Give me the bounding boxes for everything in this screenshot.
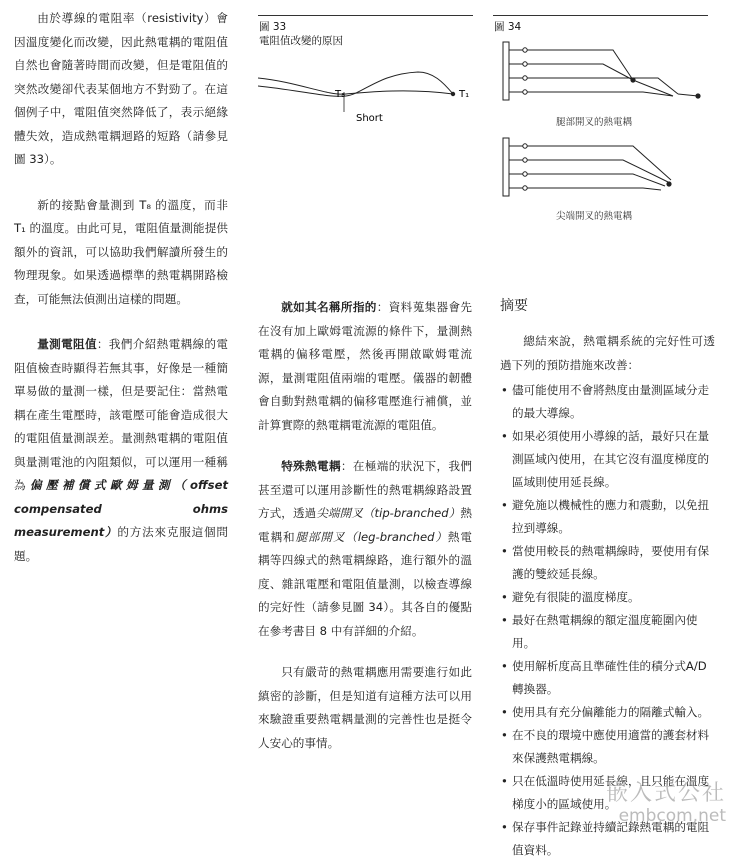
list-item: • 在不良的環境中應使用適當的護套材料來保護熱電耦線。 [500, 724, 715, 770]
paragraph-resistivity: 由於導線的電阻率（resistivity）會因溫度變化而改變，因此熱電耦的電阻值自然也會隨著時間而改變，但是電阻值的突然改變卻代表某個地方不對勁了。在這個例子中，電阻值突然降低了，表示絕緣體失效，造成熱電耦迴路的短路（請參見圖 33）。 [14, 11, 228, 166]
summary-intro: 總結來說，熱電耦系統的完好性可透過下列的預防措施來改善： [500, 334, 715, 372]
list-item: • 使用具有充分偏離能力的隔離式輸入。 [500, 701, 715, 724]
watermark-cn: 嵌入式公社 [605, 781, 726, 806]
paragraph-special-end: 熱電耦等四線式的熱電耦線路，進行額外的溫度、雜訊電壓和電阻值量測，以檢查導線的完好性（請參見圖 34）。其各自的優點在參考書目 8 中有詳細的介紹。 [258, 529, 472, 638]
figure-33-rule [258, 15, 473, 16]
term-offset-compensated: 偏壓補償式歐姆量測（offset compensated ohms measurement） [14, 478, 228, 539]
paragraph-head-as-named: 就如其名稱所指的 [281, 300, 377, 314]
paragraph-new-junction: 新的接點會量測到 T₈ 的溫度，而非 T₁ 的溫度。由此可見，電阻值量測能提供額外的資訊，可以協助我們解讀所發生的物理現象。如果透過標準的熱電耦開路檢查，可能無法偵測出這樣的問題。 [14, 197, 228, 306]
list-item: • 只在低溫時使用延長線，且只能在溫度梯度小的區域使用。 [500, 770, 715, 816]
label-leg-branched: 腿部開叉的熱電耦 [556, 117, 633, 128]
paragraph-head-special: 特殊熱電耦 [281, 459, 341, 473]
paragraph-as-named-text: ：資料蒐集器會先在沒有加上歐姆電流源的條件下，量測熱電耦的偏移電壓，然後再開啟歐姆電流源，量測電阻值兩端的電壓。儀器的韌體會自動對熱電耦的偏移電壓進行補償，並計算實際的熱電耦電流源的電阻值。 [258, 300, 472, 432]
list-item: • 當使用較長的熱電耦線時，要使用有保護的雙絞延長線。 [500, 540, 715, 586]
list-item: • 使用解析度高且準確性佳的積分式A/D轉換器。 [500, 655, 715, 701]
paragraph-special-text: ：在極端的狀況下，我們甚至還可以運用診斷性的熱電耦線路設置方式，透過 [258, 459, 472, 520]
list-item: • 如果必須使用小導線的話，最好只在量測區域內使用，在其它沒有溫度梯度的區域則使用延長線。 [500, 425, 715, 494]
figure-33-diagram [258, 64, 473, 124]
paragraph-special-thermocouple [258, 455, 472, 643]
column-1 [14, 7, 228, 568]
figure-34-title: 圖 34 [494, 21, 522, 33]
paragraph-measure-end: 的方法來克服這個問題。 [14, 525, 228, 563]
paragraph-measure-resistance [14, 333, 228, 568]
term-tip-branched: 尖端開叉（tip-branched） [316, 506, 461, 520]
label-tip-branched: 尖端開叉的熱電耦 [556, 211, 633, 222]
figure-34-rule [493, 15, 708, 16]
list-item: • 避免施以機械性的應力和震動，以免扭拉到導線。 [500, 494, 715, 540]
paragraph-as-named [258, 296, 472, 437]
list-item: • 最好在熱電耦線的額定溫度範圍內使用。 [500, 609, 715, 655]
paragraph-special-mid: 熱電耦和 [258, 506, 472, 544]
paragraph-measure-text: ：我們介紹熱電耦線的電阻值檢查時顯得若無其事，好像是一種簡單易做的量測一樣，但是要記住：當熱電耦在產生電壓時，該電壓可能會造成很大的電阻值量測誤差。量測熱電耦的電阻值與量測電池的內阻類似，可以運用一種稱為 [14, 337, 228, 492]
figure-34-diagram-tip [493, 132, 708, 208]
label-t8: T₈ [335, 89, 346, 100]
figure-33-caption: 電阻值改變的原因 [259, 35, 343, 47]
paragraph-rigorous: 只有嚴苛的熱電耦應用需要進行如此縝密的診斷，但是知道有這種方法可以用來驗證重要熱電耦量測的完善性也是挺令人安心的事情。 [258, 665, 472, 750]
paragraph-head-measure: 量測電阻值 [37, 337, 97, 351]
list-item: • 避免有很陡的溫度梯度。 [500, 586, 715, 609]
summary-heading: 摘要 [500, 298, 528, 314]
watermark-url: embcom.net [618, 806, 726, 826]
figure-34-diagram-leg [493, 36, 708, 116]
term-leg-branched: 腿部開叉（leg-branched） [295, 529, 448, 544]
figure-33-title: 圖 33 [259, 21, 287, 33]
label-t1: T₁ [459, 89, 470, 100]
column-2 [258, 296, 472, 755]
label-short: Short [356, 113, 383, 124]
list-item: • 保存事件記錄並持續記錄熱電耦的電阻值資料。 [500, 816, 715, 862]
list-item: • 儘可能使用不會將熱度由量測區域分走的最大導線。 [500, 379, 715, 425]
